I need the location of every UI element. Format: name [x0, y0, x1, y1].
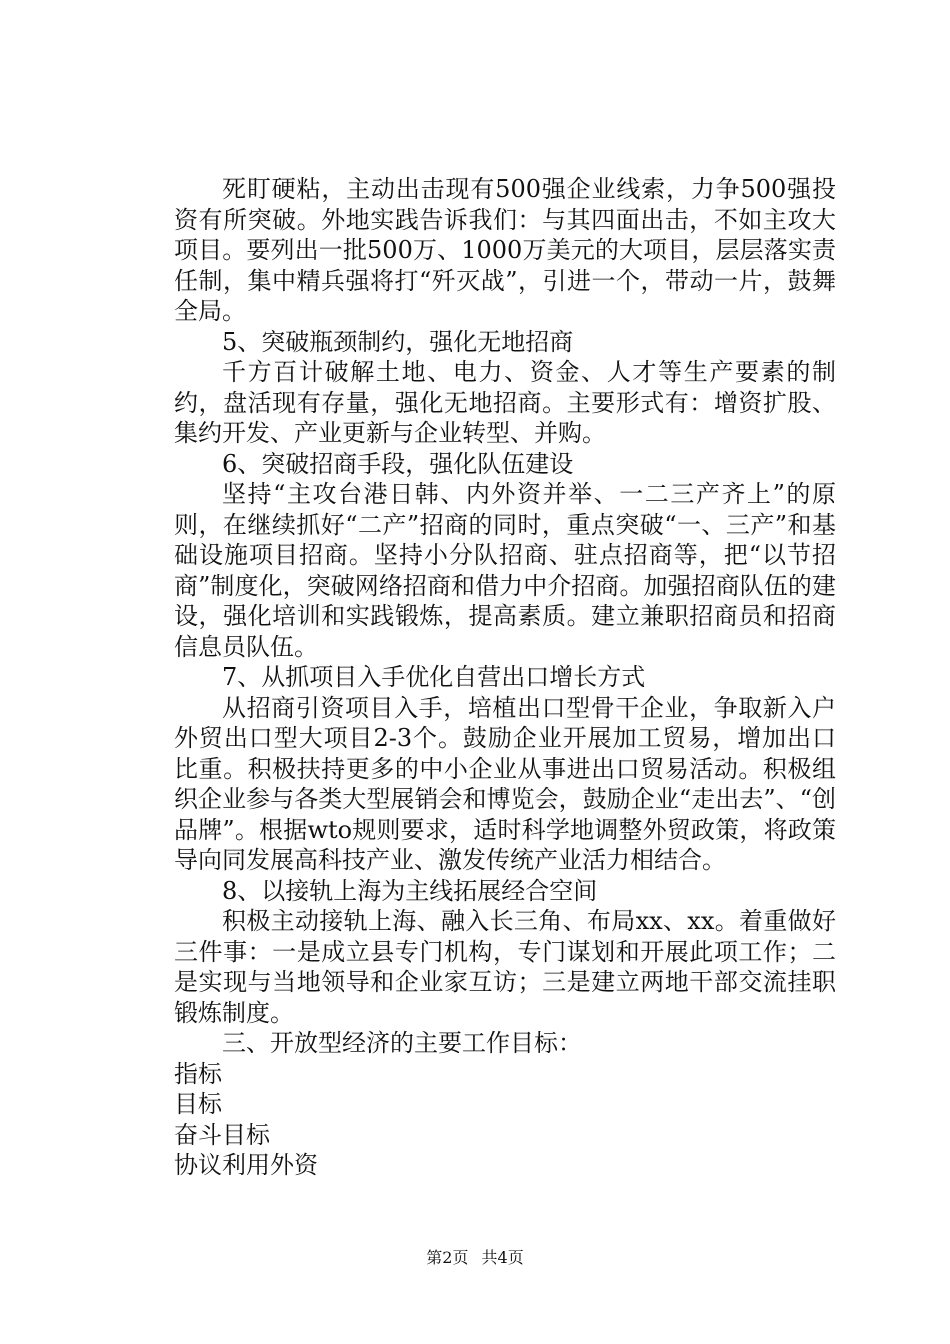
paragraph-2: 千方百计破解土地、电力、资金、人才等生产要素的制约，盘活现有存量，强化无地招商。主要形式有：增资扩股、集约开发、产业更新与企业转型、并购。 [174, 358, 836, 447]
section-heading-7: 7、从抓项目入手优化自营出口增长方式 [222, 663, 646, 691]
page-number: 第2页 [426, 1248, 469, 1267]
section-heading-6: 6、突破招商手段，强化队伍建设 [222, 449, 574, 478]
paragraph-1: 死盯硬粘，主动出击现有500强企业线索，力争500强投资有所突破。外地实践告诉我们：与其四面出击，不如主攻大项目。要列出一批500万、1000万美元的大项目，层层落实责任制，集中精兵强将打“歼灭战”，引进一个，带动一片，鼓舞全局。 [174, 175, 836, 325]
paragraph-5: 积极主动接轨上海、融入长三角、布局xx、xx。着重做好三件事：一是成立县专门机构，专门谋划和开展此项工作；二是实现与当地领导和企业家互访；三是建立两地干部交流挂职锻炼制度。 [174, 907, 836, 1027]
table-item-target: 目标 [174, 1090, 222, 1118]
section-heading-3: 三、开放型经济的主要工作目标： [222, 1029, 582, 1057]
page-total: 共4页 [481, 1248, 524, 1267]
document-body [174, 174, 836, 1181]
section-heading-5: 5、突破瓶颈制约，强化无地招商 [222, 327, 574, 356]
paragraph-3: 坚持“主攻台港日韩、内外资并举、一二三产齐上”的原则，在继续抓好“二产”招商的同时，重点突破“一、三产”和基础设施项目招商。坚持小分队招商、驻点招商等，把“以节招商”制度化，突破网络招商和借力中介招商。加强招商队伍的建设，强化培训和实践锻炼，提高素质。建立兼职招商员和招商信息员队伍。 [174, 480, 836, 661]
section-heading-8: 8、以接轨上海为主线拓展经合空间 [222, 876, 598, 905]
table-item-goal: 奋斗目标 [174, 1120, 270, 1149]
table-item-indicator: 指标 [174, 1059, 222, 1088]
page-footer [0, 1245, 950, 1268]
table-item-foreign-investment: 协议利用外资 [174, 1151, 318, 1179]
paragraph-4: 从招商引资项目入手，培植出口型骨干企业，争取新入户外贸出口型大项目2-3个。鼓励企业开展加工贸易，增加出口比重。积极扶持更多的中小企业从事进出口贸易活动。积极组织企业参与各类大型展销会和博览会，鼓励企业“走出去”、“创品牌”。根据wto规则要求，适时科学地调整外贸政策，将政策导向同发展高科技产业、激发传统产业活力相结合。 [174, 693, 836, 874]
